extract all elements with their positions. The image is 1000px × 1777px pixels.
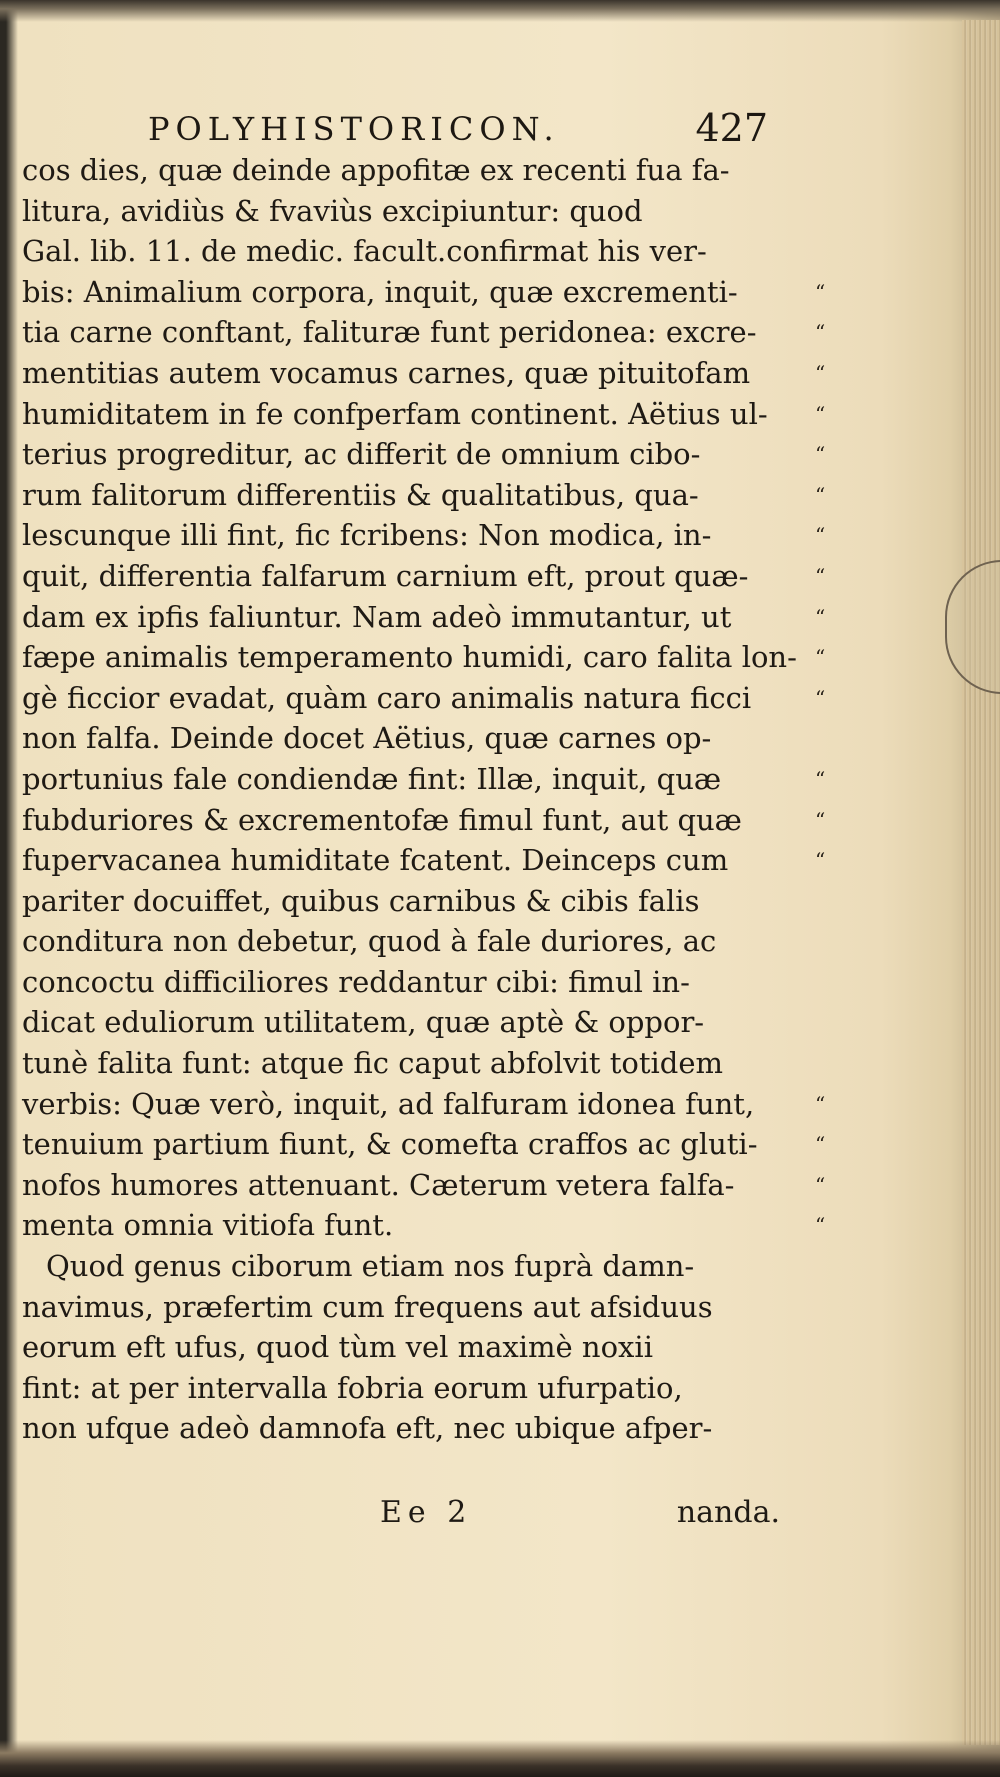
text-line: Gal. lib. 11. de medic. facult.confirmat his ver- <box>22 234 707 269</box>
text-line: conditura non debetur, quod à fale duriores, ac <box>22 924 717 959</box>
quote-mark <box>815 1287 865 1328</box>
quote-mark: “ <box>815 1132 826 1157</box>
text-line: dicat eduliorum utilitatem, quæ aptè & oppor- <box>22 1005 705 1040</box>
text-line: gè ficcior evadat, quàm caro animalis natura ficci <box>22 680 752 715</box>
text-line: litura, avidiùs & fvaviùs excipiuntur: quod <box>22 193 643 228</box>
quote-mark: “ <box>815 482 826 507</box>
text-line: tenuium partium fiunt, & comefta craffos ac gluti- <box>22 1127 758 1162</box>
quote-mark <box>815 921 865 962</box>
quote-mark: “ <box>815 442 826 467</box>
quote-mark <box>815 191 865 232</box>
quote-mark: “ <box>815 401 826 426</box>
running-title: POLYHISTORICON. <box>148 110 560 148</box>
page-tab-mark <box>945 560 1000 694</box>
text-line: fæpe animalis temperamento humidi, caro falita lon- <box>22 640 797 675</box>
text-line: navimus, præfertim cum frequens aut afsiduus <box>22 1289 713 1324</box>
quote-mark: “ <box>815 563 826 588</box>
quote-mark: “ <box>815 360 826 385</box>
text-line: bis: Animalium corpora, inquit, quæ excrementi- <box>22 274 738 309</box>
text-line: portunius fale condiendæ fint: Illæ, inquit, quæ <box>22 761 722 796</box>
text-line: quit, differentia falfarum carnium eft, prout quæ- <box>22 558 749 593</box>
text-line: verbis: Quæ verò, inquit, ad falfuram idonea funt, <box>22 1086 755 1121</box>
quote-mark: “ <box>815 1091 826 1116</box>
text-line: lescunque illi fint, fic fcribens: Non modica, in- <box>22 518 712 553</box>
page-number: 427 <box>695 106 768 150</box>
quote-mark: “ <box>815 807 826 832</box>
quote-mark <box>815 718 865 759</box>
quote-mark <box>815 1408 865 1449</box>
quote-mark: “ <box>815 1172 826 1197</box>
signature-mark: Ee 2 <box>380 1495 473 1530</box>
text-line: non ufque adeò damnofa eft, nec ubique afper- <box>22 1411 713 1446</box>
text-line: tia carne conftant, falituræ funt peridonea: excre- <box>22 315 757 350</box>
quote-mark: “ <box>815 685 826 710</box>
quote-mark: “ <box>815 645 826 670</box>
quote-mark <box>815 1246 865 1287</box>
quote-mark: “ <box>815 523 826 548</box>
text-line: dam ex ipfis faliuntur. Nam adeò immutantur, ut <box>22 599 732 634</box>
quote-mark <box>815 231 865 272</box>
quote-mark: “ <box>815 604 826 629</box>
quote-mark: “ <box>815 1213 826 1238</box>
margin-quote-marks <box>815 150 865 1449</box>
quote-mark <box>815 1043 865 1084</box>
quote-mark: “ <box>815 766 826 791</box>
text-line: eorum eft ufus, quod tùm vel maximè noxii <box>22 1330 653 1365</box>
text-line: pariter docuiffet, quibus carnibus & cibis falis <box>22 883 700 918</box>
top-binding-shadow <box>0 0 1000 22</box>
quote-mark <box>815 150 865 191</box>
body-text <box>22 150 807 1449</box>
text-line: fubduriores & excrementofæ fimul funt, aut quæ <box>22 802 742 837</box>
text-line: nofos humores attenuant. Cæterum vetera falfa- <box>22 1167 735 1202</box>
text-line: concoctu difficiliores reddantur cibi: fimul in- <box>22 964 690 999</box>
page-edges <box>962 20 1000 1745</box>
text-line: terius progreditur, ac differit de omnium cibo- <box>22 437 701 472</box>
page-header <box>148 106 768 154</box>
text-line: menta omnia vitiofa funt. <box>22 1208 394 1243</box>
text-line: fint: at per intervalla fobria eorum ufurpatio, <box>22 1370 683 1405</box>
text-line: fupervacanea humiditate fcatent. Deinceps cum <box>22 843 729 878</box>
text-line: humiditatem in fe confperfam continent. Aëtius ul- <box>22 396 768 431</box>
quote-mark: “ <box>815 848 826 873</box>
text-line: tunè falita funt: atque fic caput abfolvit totidem <box>22 1046 723 1081</box>
quote-mark <box>815 1002 865 1043</box>
text-line: Quod genus ciborum etiam nos fuprà damn- <box>46 1249 695 1284</box>
page-footer <box>380 1495 780 1535</box>
quote-mark <box>815 1368 865 1409</box>
quote-mark <box>815 962 865 1003</box>
bottom-edge-shadow <box>0 1740 1000 1777</box>
quote-mark: “ <box>815 320 826 345</box>
text-line: non falfa. Deinde docet Aëtius, quæ carnes op- <box>22 721 712 756</box>
quote-mark <box>815 1327 865 1368</box>
quote-mark: “ <box>815 279 826 304</box>
text-line: cos dies, quæ deinde appofitæ ex recenti fua fa- <box>22 153 730 187</box>
text-line: mentitias autem vocamus carnes, quæ pituitofam <box>22 355 751 390</box>
catchword: nanda. <box>676 1495 780 1530</box>
quote-mark <box>815 881 865 922</box>
text-line: rum falitorum differentiis & qualitatibus, qua- <box>22 477 699 512</box>
